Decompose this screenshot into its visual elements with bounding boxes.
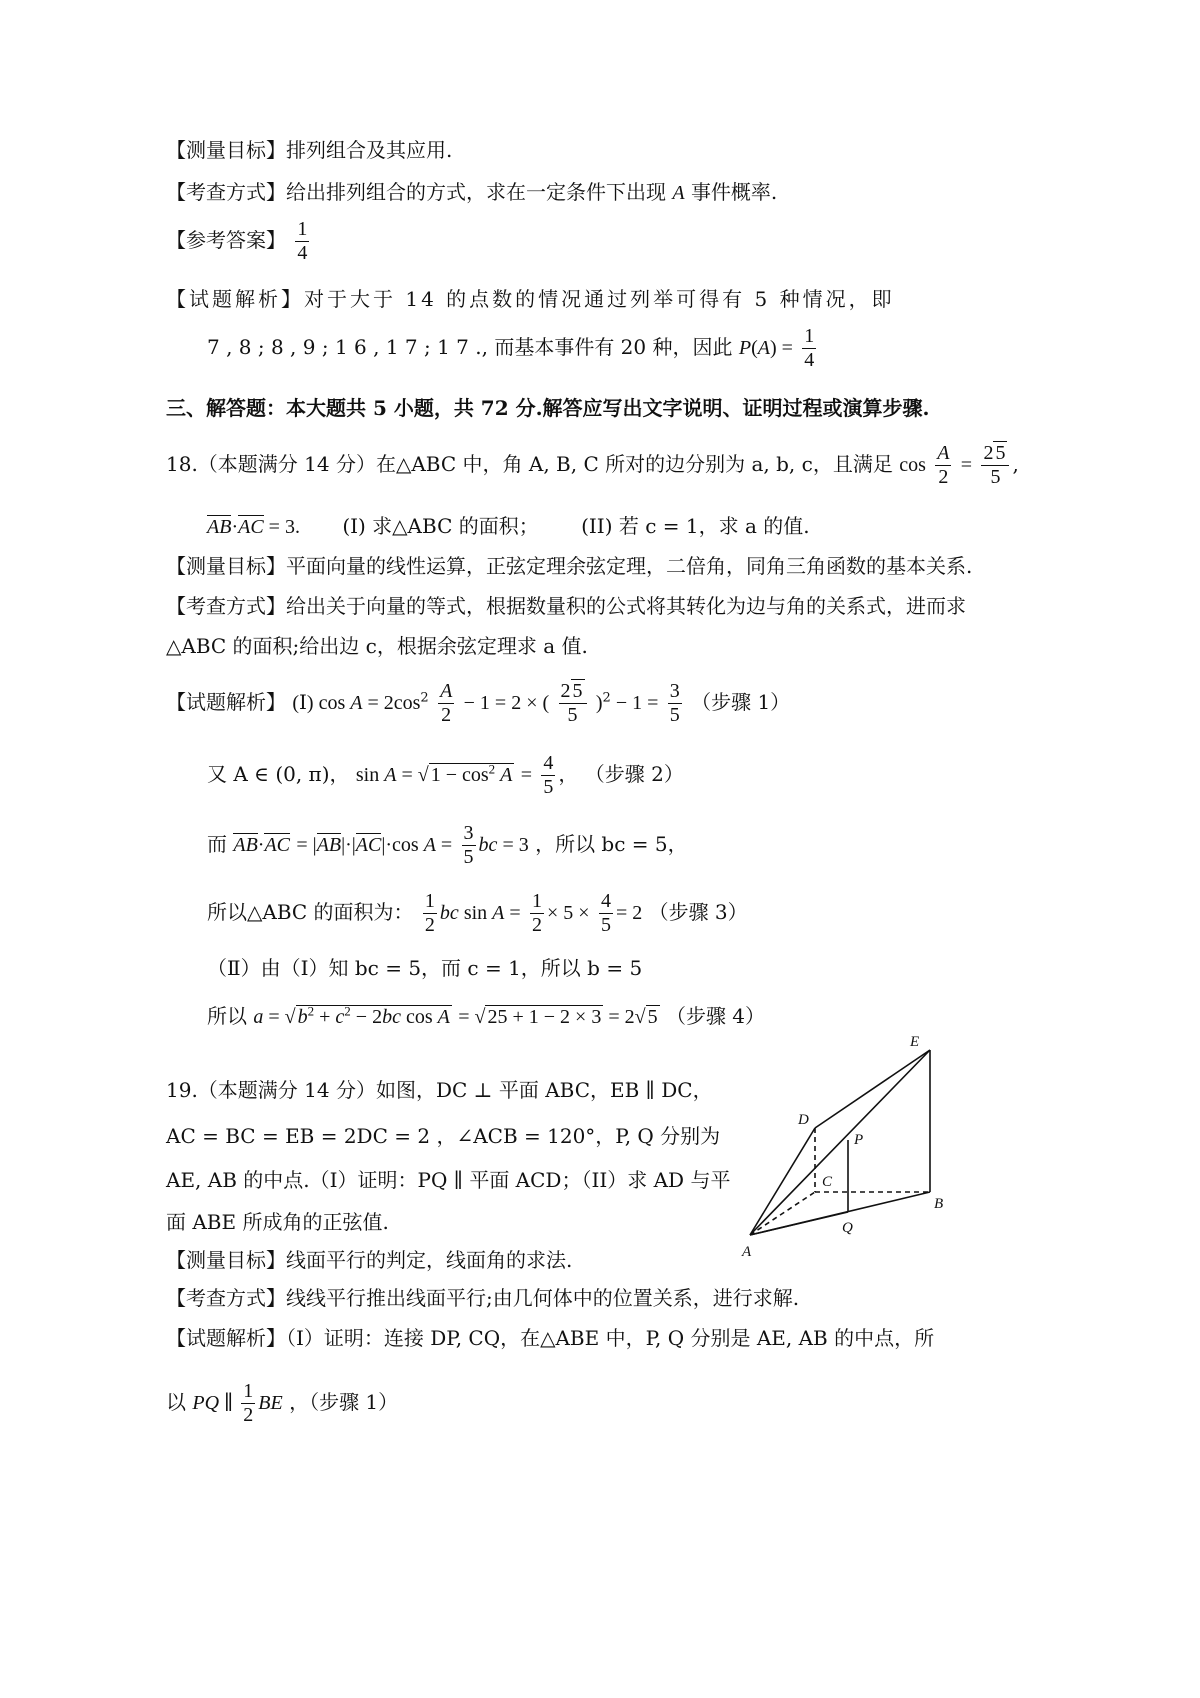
text: ，（步骤 1） bbox=[289, 1390, 399, 1414]
fraction: $\frac{2 5}{5}$ bbox=[981, 442, 1009, 489]
tag: 【考查方式】 bbox=[166, 180, 286, 204]
label-c: C bbox=[822, 1174, 833, 1190]
text: 给出关于向量的等式，根据数量积的公式将其转化为边与角的关系式，进而求 bbox=[286, 594, 966, 618]
step: （步骤 1） bbox=[691, 690, 791, 714]
q18-analysis-5: （Ⅱ）由（Ⅰ）知 bc = 5，而 c = 1，所以 b = 5 bbox=[207, 956, 643, 980]
text: 以 bbox=[166, 1390, 186, 1414]
q19-stem-3: AE, AB 的中点.（I）证明：PQ ∥ 平面 ACD；（II）求 AD 与平 bbox=[166, 1168, 731, 1192]
label-a: A bbox=[742, 1244, 752, 1260]
vector-ac: AC bbox=[238, 516, 264, 538]
q17-analysis-2 bbox=[207, 325, 819, 372]
fraction: $\frac{A}{2}$ bbox=[440, 680, 453, 726]
q18-analysis-3: 而 AB·AC = |AB|·|AC|·cos A = $\frac{3}{5}$ bc = 3 ，所以 bc = 5， bbox=[207, 822, 688, 868]
text: 排列组合及其应用. bbox=[286, 138, 453, 162]
tag: 【测量目标】 bbox=[166, 138, 286, 162]
tag: 【测量目标】 bbox=[166, 1248, 286, 1272]
edge-aq bbox=[750, 1212, 848, 1235]
math: A bbox=[757, 337, 770, 359]
text: 对于大于 14 的点数的情况通过列举可得有 5 种情况，即 bbox=[304, 287, 895, 311]
tag: 【参考答案】 bbox=[166, 228, 286, 252]
q19-stem-2: AC = BC = EB = 2DC = 2 ，∠ACB = 120°，P, Q 分别为 bbox=[166, 1124, 721, 1148]
geometry-figure bbox=[740, 1030, 970, 1270]
q17-answer bbox=[166, 218, 312, 265]
label-q: Q bbox=[842, 1220, 853, 1236]
edge-ad bbox=[750, 1128, 815, 1235]
math: A bbox=[672, 182, 685, 204]
edge-ac bbox=[750, 1192, 815, 1235]
edge-ae bbox=[750, 1050, 930, 1235]
text: 事件概率. bbox=[690, 180, 778, 204]
fraction: $\frac{2 5}{5}$ bbox=[559, 680, 587, 727]
q19-analysis-1 bbox=[166, 1322, 934, 1351]
q18-stem-1: 18.（本题满分 14 分）在△ABC 中，角 A, B, C 所对的边分别为 a, b, c，且满足 cos $\frac{A}{2}$ = $\frac{2 5}{5}$ , bbox=[166, 442, 1019, 488]
q18-stem-2: AB·AC = 3. (I) 求△ABC 的面积； (II) 若 c = 1，求 a 的值. bbox=[207, 514, 810, 538]
text: 所以 bbox=[207, 1004, 247, 1028]
q19-target bbox=[166, 1244, 572, 1273]
fraction: $\frac{3}{5}$ bbox=[669, 680, 680, 726]
q17-target bbox=[166, 134, 452, 163]
fraction: $\frac{4}{5}$ bbox=[600, 890, 611, 936]
fraction: $\frac{A}{2}$ bbox=[937, 442, 950, 488]
math: ( bbox=[751, 337, 758, 359]
step: （步骤 4） bbox=[665, 1004, 766, 1028]
fraction: $\frac{1}{4}$ bbox=[804, 325, 815, 371]
q18-analysis-4: 所以△ABC 的面积为： $\frac{1}{2}$ bc sin A = $\frac{1}{2}$ × 5 × $\frac{4}{5}$ = 2 （步骤 3） bbox=[207, 890, 748, 936]
q18-analysis-2: 又 A ∈ (0, π)， sin A = √ $1 - \cos^2 A$ = $\frac{4}{5}$ ， （步骤 2） bbox=[207, 752, 684, 798]
q19-stem-4: 面 ABE 所成角的正弦值. bbox=[166, 1210, 389, 1234]
fraction: $\frac{3}{5}$ bbox=[463, 822, 474, 868]
text: 平面向量的线性运算，正弦定理余弦定理，二倍角，同角三角函数的基本关系. bbox=[286, 554, 973, 578]
text: 线线平行推出线面平行;由几何体中的位置关系，进行求解. bbox=[286, 1286, 800, 1310]
text: 18.（本题满分 14 分）在△ABC 中，角 A, B, C 所对的边分别为 a, b, c，且满足 bbox=[166, 452, 893, 476]
label-b: B bbox=[934, 1196, 944, 1212]
math: P bbox=[738, 337, 752, 359]
tag: 【试题解析】 bbox=[166, 1326, 286, 1350]
tag: 【试题解析】 bbox=[166, 690, 286, 714]
edge-de bbox=[815, 1050, 930, 1128]
text: 又 A ∈ (0, π)， bbox=[207, 762, 350, 786]
text: ，所以 bc = 5， bbox=[535, 832, 688, 856]
q18-analysis-1: 【试题解析】 (Ⅰ) $\cos A = 2\cos^2$ $\frac{A}{2}$ − 1 = 2 × ( $\frac{2 5}{5}$ )$^2$ − 1 = $\frac{3}{5}$ （步骤 1） bbox=[166, 680, 791, 726]
fraction: $\frac{4}{5}$ bbox=[543, 752, 554, 798]
fraction: $\frac{1}{2}$ bbox=[424, 890, 435, 936]
tag: 【考查方式】 bbox=[166, 594, 286, 618]
vector-ab: AB bbox=[207, 516, 232, 538]
step: （步骤 3） bbox=[648, 900, 748, 924]
q18-method-2: △ABC 的面积;给出边 c，根据余弦定理求 a 值. bbox=[166, 634, 588, 658]
tag: 【试题解析】 bbox=[166, 287, 304, 311]
text: 线面平行的判定，线面角的求法. bbox=[286, 1248, 573, 1272]
q18-method-1 bbox=[166, 590, 966, 619]
text: 而 bbox=[207, 832, 227, 856]
q18-analysis-6: 所以 a = √ $b^2 + c^2 - 2bc$ cos A = √ 25 + 1 − 2 × 3 = 2√ 5 （步骤 4） bbox=[207, 1003, 766, 1028]
q19-analysis-2: 以 PQ ∥ $\frac{1}{2}$ BE ，（步骤 1） bbox=[166, 1380, 399, 1426]
answer-fraction: $\frac{1}{4}$ bbox=[297, 218, 308, 264]
fraction: $\frac{1}{2}$ bbox=[532, 890, 543, 936]
text: (I) 求△ABC 的面积； bbox=[342, 514, 539, 538]
tag: 【测量目标】 bbox=[166, 554, 286, 578]
q17-analysis-1 bbox=[166, 283, 895, 312]
step: （步骤 2） bbox=[584, 762, 684, 786]
text: 给出排列组合的方式，求在一定条件下出现 bbox=[286, 180, 666, 204]
label-p: P bbox=[854, 1132, 864, 1148]
q17-method bbox=[166, 176, 777, 205]
q19-stem-1: 19.（本题满分 14 分）如图，DC ⊥ 平面 ABC，EB ∥ DC， bbox=[166, 1078, 713, 1102]
fraction: $\frac{1}{2}$ bbox=[243, 1380, 254, 1426]
text: 7 , 8 ; 8 , 9 ; 1 6 , 1 7 ; 1 7 ., 而基本事件有 20 种，因此 bbox=[207, 335, 733, 359]
text: （Ⅰ）证明：连接 DP, CQ，在△ABE 中，P, Q 分别是 AE, AB 的中点，所 bbox=[286, 1326, 935, 1350]
section-heading: 三、解答题：本大题共 5 小题，共 72 分.解答应写出文字说明、证明过程或演算步骤. bbox=[166, 396, 930, 420]
label-d: D bbox=[798, 1112, 809, 1128]
math: ) = bbox=[769, 337, 793, 359]
text: 所以△ABC 的面积为： bbox=[207, 900, 414, 924]
math: cos bbox=[899, 454, 926, 476]
tag: 【考查方式】 bbox=[166, 1286, 286, 1310]
math: = bbox=[960, 454, 973, 476]
text: (II) 若 c = 1，求 a 的值. bbox=[581, 514, 810, 538]
q19-method bbox=[166, 1282, 799, 1311]
q18-target bbox=[166, 550, 972, 579]
label-e: E bbox=[910, 1034, 920, 1050]
